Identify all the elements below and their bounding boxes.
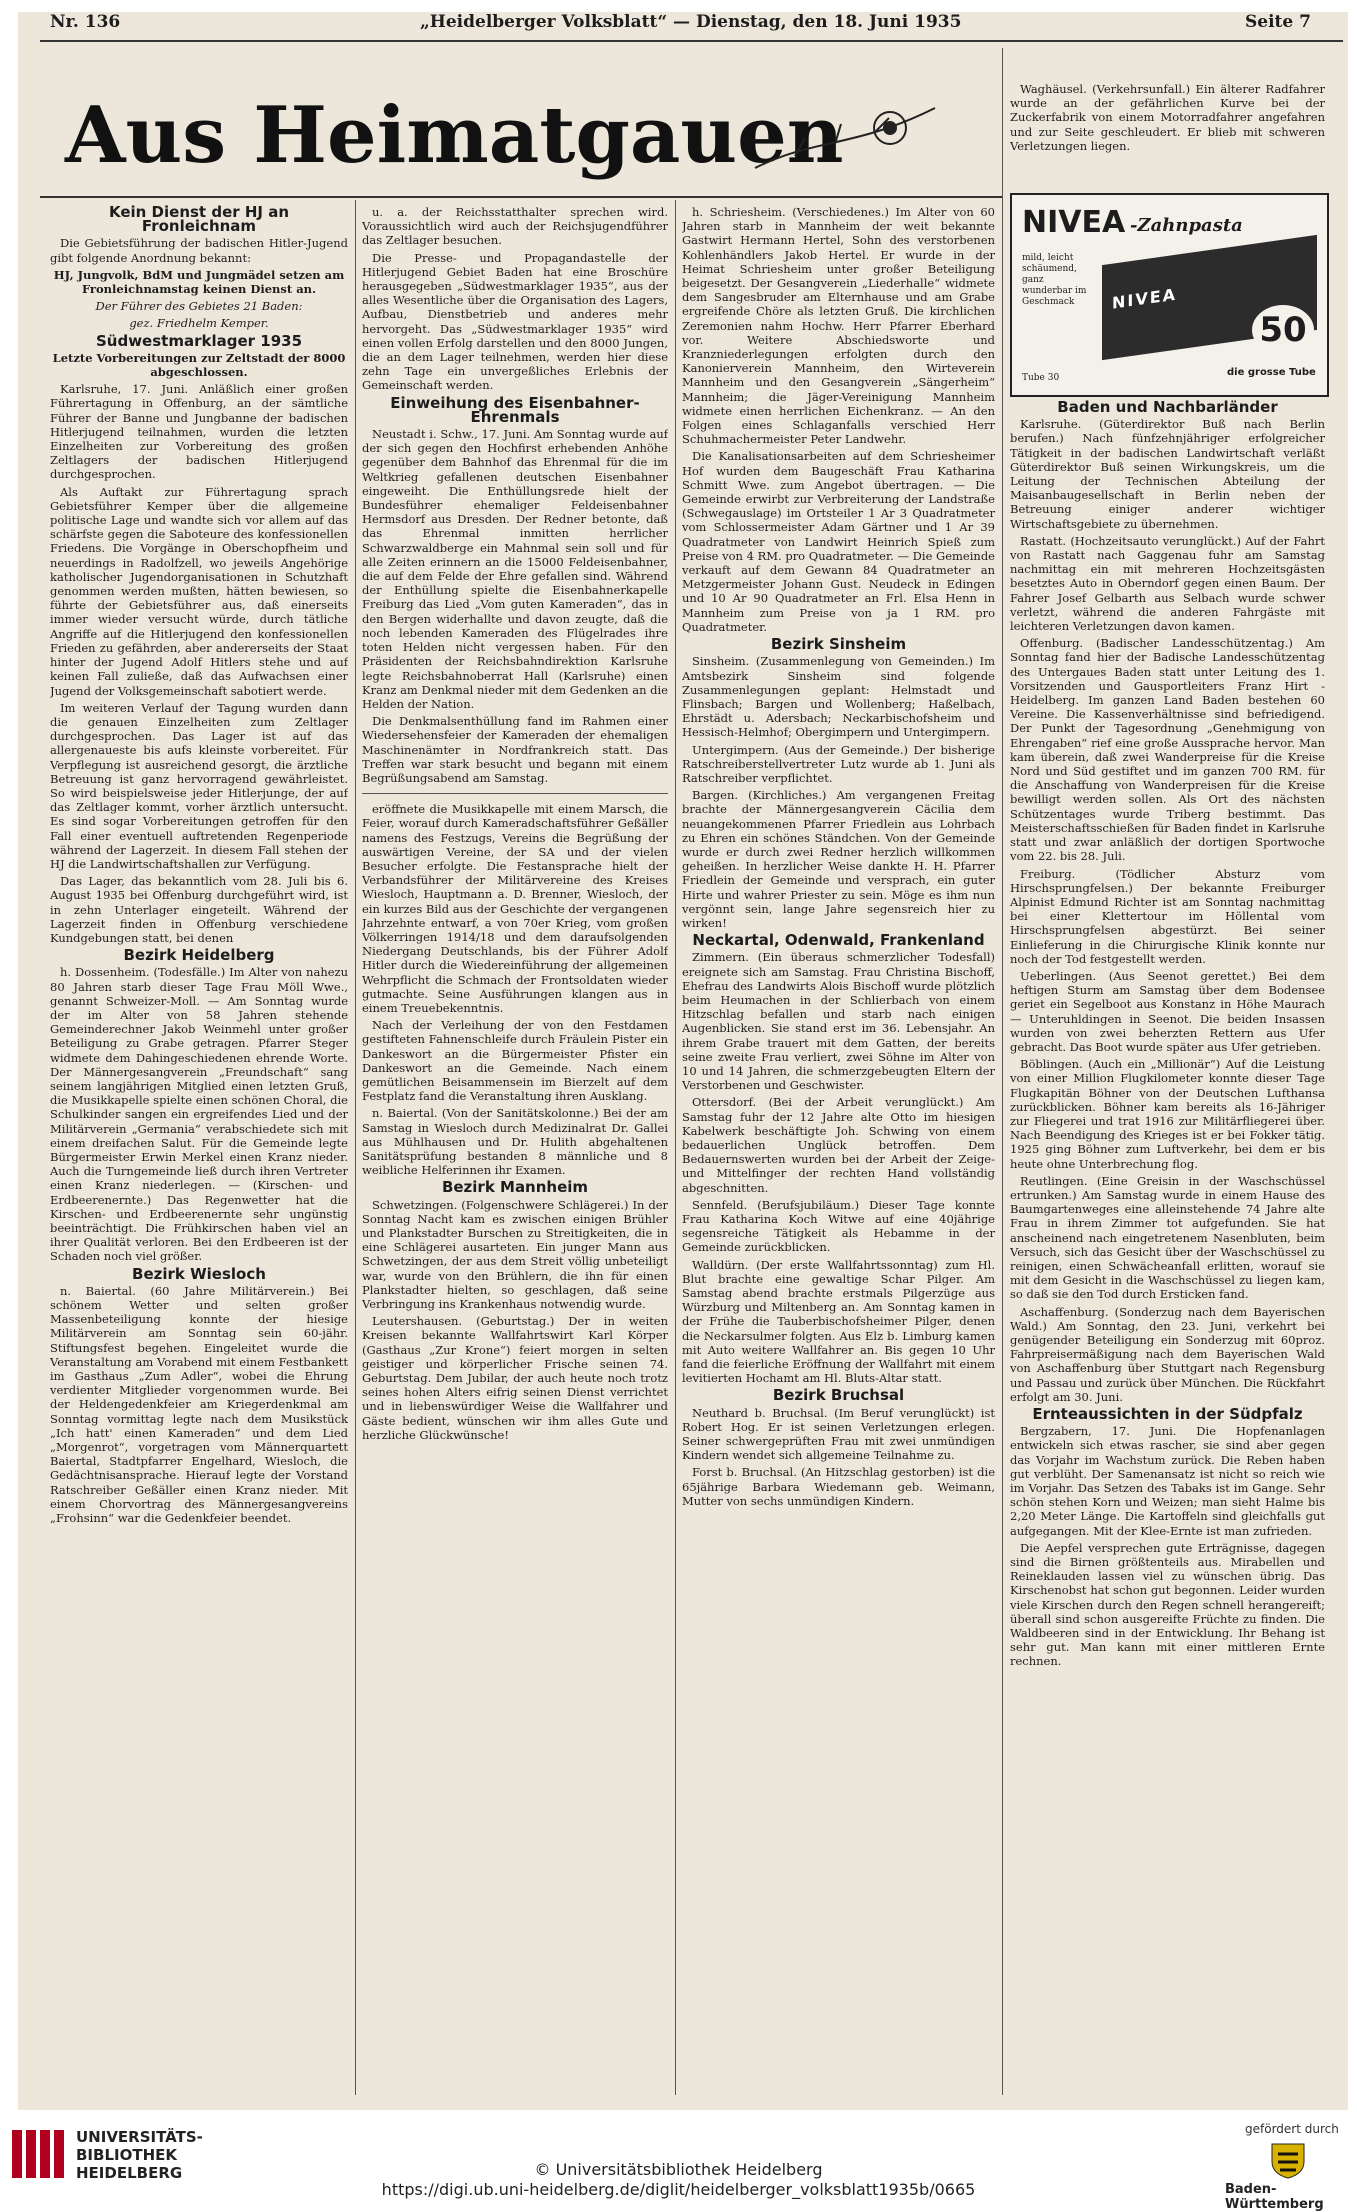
article-text: HJ, Jungvolk, BdM und Jungmädel setzen am Fronleichnamstag keinen Dienst an. bbox=[53, 267, 345, 297]
article-text: n. Baiertal. (60 Jahre Militärverein.) Bei schönem Wetter und selten großer Massenbeteiligung konnte der hiesige Militärverein am Sonntag sein 60-jähr. Stiftungsfest begehen. Eingeleitet wurde die Veranstaltung am Vorabend mit einem Festbankett im Gasthaus „Zum Adler“, wobei die Ehrung verdienter Mitglieder vorgenommen wurde. Bei der Heldengedenkfeier am Kriegerdenkmal am Sonntag vormittag legte nach dem Musikstück „Ich hatt' einen Kameraden“ und dem Lied „Morgenrot“, vorgetragen vom Männerquartett Baiertal, Stadtpfarrer Engelhard, Wiesloch, die Gedächtnisansprache. Hierauf legte der Vorstand Ratschreiber Geßäller einen Kranz nieder. Mit einem Chorvortrag des Männergesangvereins „Frohsinn“ war die Gedenkfeier beendet. bbox=[50, 1283, 348, 1526]
tube-label: NIVEA bbox=[1112, 284, 1178, 313]
newspaper-title: „Heidelberger Volksblatt“ — Dienstag, den 18. Juni 1935 bbox=[420, 12, 962, 32]
article-text: Zimmern. (Ein überaus schmerzlicher Todesfall) ereignete sich am Samstag. Frau Christina Bischoff, Ehefrau des Landwirts Alois Bischoff wurde plötzlich beim Heumachen in der Schlierbach von einem Hitzschlag befallen und starb nach einigen Augenblicken. Sie stand erst im 36. Lebensjahr. An ihrem Grabe trauert mit dem Gatten, der bereits seine zweite Frau verliert, zwei Söhne im Alter von 10 und 14 Jahren, die schmerzgebeugten Eltern der Verstorbenen und Geschwister. bbox=[682, 950, 995, 1093]
ad-size: die grosse Tube bbox=[1227, 367, 1316, 378]
article-text: Neustadt i. Schw., 17. Juni. Am Sonntag wurde auf der sich gegen den Hochfirst erhebenden Anhöhe gegenüber dem Bahnhof das Ehrenmal für die im Weltkrieg gefallenen deutschen Eisenbahner eingeweiht. Die Enthüllungsrede hielt der Bundesführer ehemaliger Feldeisenbahner Hermsdorf aus Dresden. Der Redner betonte, daß das Ehrenmal inmitten herrlicher Schwarzwaldberge ein Mahnmal sein soll und für alle Zeiten erinnern an die 15000 Feldeisenbahner, die auf dem Felde der Ehre gefallen sind. Während der Enthüllung spielte die Eisenbahnerkapelle Freiburg das Lied „Vom guten Kameraden“, das in den Bergen widerhallte und davon zeugte, daß die noch lebenden Kameraden des Flügelrades ihre toten Helden nicht vergessen haben. Für den Präsidenten der Reichsbahndirektion Karlsruhe legte Reichsbahnoberrat Hall (Karlsruhe) einen Kranz am Denkmal nieder mit dem Gedenken an die Helden der Nation. bbox=[362, 427, 668, 711]
article-text: Offenburg. (Badischer Landesschützentag.) Am Sonntag fand hier der Badische Landesschützentag des Untergaues Baden statt unter Leitung des 1. Vorsitzenden und Gausportleiters Franz Hirt - Heidelberg. Im ganzen Land Baden bestehen 60 Vereine. Die Kassenverhältnisse sind befriedigend. Der Punkt der Tagesordnung „Genehmigung von Ehrengaben“ rief eine große Aussprache hervor. Man kam überein, daß zwei Wanderpreise für die Kreise Nord und Süd gestiftet und im ganzen 700 RM. für die Anschaffung von Wanderpreisen für die Kreise bewilligt werden sollen. Als Ort des nächsten Schützentages wurde Triberg bestimmt. Das Meisterschaftsschießen für Baden findet in Karlsruhe statt und zwar anläßlich der dortigen Sportwoche vom 22. bis 28. Juli. bbox=[1010, 636, 1325, 864]
headline-bezirk-heidelberg: Bezirk Heidelberg bbox=[123, 946, 275, 965]
article-text: Rastatt. (Hochzeitsauto verunglückt.) Auf der Fahrt von Rastatt nach Gaggenau fuhr am Samstag nachmittag ein mit mehreren Hochzeitsgästen besetztes Auto in Oberndorf gegen einen Baum. Der Fahrer Josef Gelbarth aus Selbach wurde schwer verletzt, während die anderen Fahrgäste mit leichteren Verletzungen davon kamen. bbox=[1010, 533, 1325, 634]
headline-bezirk-mannheim: Bezirk Mannheim bbox=[441, 1178, 589, 1197]
ad-price: 50 bbox=[1252, 305, 1314, 355]
article-text: Ueberlingen. (Aus Seenot gerettet.) Bei dem heftigen Sturm am Samstag über dem Bodensee geriet ein Segelboot aus Konstanz in Höhe Maurach — Unteruhldingen in Seenot. Die beiden Insassen wurden von zwei beherzten Rettern aus Ufer gebracht. Das Boot wurde später aus Ufer getrieben. bbox=[1010, 968, 1325, 1054]
state-crest-icon bbox=[1258, 2140, 1318, 2180]
headline-baden: Baden und Nachbarländer bbox=[1057, 400, 1278, 416]
article-text: Ottersdorf. (Bei der Arbeit verunglückt.) Am Samstag fuhr der 12 Jahre alte Otto im hiesigen Kabelwerk beschäftigte Joh. Schwing von einem bedauerlichen Unglück betroffen. Dem Bedauernswerten wurden bei der Arbeit der Zeige- und Mittelfinger der rechten Hand vollständig abgeschnitten. bbox=[682, 1095, 995, 1195]
headline-bezirk-wiesloch: Bezirk Wiesloch bbox=[132, 1264, 266, 1283]
column-1 bbox=[50, 205, 348, 2095]
article-text: Die Kanalisationsarbeiten auf dem Schriesheimer Hof wurden dem Baugeschäft Frau Katharina Schmitt Wwe. zum Angebot übertragen. — Die Gemeinde erwirbt zur Verbreiterung der Landstraße (Schwegauslage) im Ortsteiler 1 Ar 3 Quadratmeter vom Schlossermeister Adam Gärtner und 1 Ar 39 Quadratmeter von Landwirt Heinrich Spieß zum Preise von 4 RM. pro Quadratmeter. — Die Gemeinde verkauft auf dem Gewann 84 Quadratmeter an Metzgermeister Johann Gust. Neudeck in Edingen und 10 Ar 90 Quadratmeter an Frl. Elsa Henn in Mannheim zum Preise von ja 1 RM. pro Quadratmeter. bbox=[682, 449, 995, 634]
article-text: Forst b. Bruchsal. (An Hitzschlag gestorben) ist die 65jährige Barbara Wiedemann geb. Weimann, Mutter von sechs unmündigen Kindern. bbox=[682, 1465, 995, 1508]
nivea-advertisement bbox=[1010, 193, 1329, 397]
article-text: Böblingen. (Auch ein „Millionär“) Auf die Leistung von einer Million Flugkilometer konnte dieser Tage Flugkapitän Böhner von der Deutschen Lufthansa zurückblicken. Böhner kam bereits als 16-Jähriger zur Fliegerei und trat 1916 zur Militärfliegerei über. Nach Beendigung des Krieges ist er bei Fokker tätig. 1925 ging Böhner zum Luftverkehr, bei dem er bis heute ohne Unterbrechung flog. bbox=[1010, 1057, 1325, 1171]
article-text: Als Auftakt zur Führertagung sprach Gebietsführer Kemper über die allgemeine politische Lage und wandte sich vor allem auf das schärfste gegen die Saboteure des konfessionellen Friedens. Die Vorgänge in Oberschopfheim und neuerdings in Radolfzell, wo jeweils Angehörige katholischer Jugendorganisationen in Schutzhaft genommen werden mußten, hätten bewiesen, so führte der Gebietsführer aus, daß einerseits immer wieder versucht würde, durch tätliche Angriffe auf die Hitlerjugend den konfessionellen Frieden zu gefährden, aber andererseits der Staat hinter der Jugend Adolf Hitlers stehe und auf keinen Fall zuließe, daß das Aufwachsen einer Jugend der Volksgemeinschaft sabotiert werde. bbox=[50, 484, 348, 698]
column-divider-2 bbox=[675, 200, 676, 2095]
article-text: Sinsheim. (Zusammenlegung von Gemeinden.) Im Amtsbezirk Sinsheim sind folgende Zusammenlegungen geplant: Helmstadt und Flinsbach; Bargen und Wollenberg; Haßelbach, Ehrstädt u. Adersbach; Neckarbischofsheim und Hessisch-Helmhof; Obergimpern und Untergimpern. bbox=[682, 654, 995, 740]
library-footer bbox=[0, 2110, 1357, 2212]
article-text: Aschaffenburg. (Sonderzug nach dem Bayerischen Wald.) Am Sonntag, den 23. Juni, verkehrt bei genügender Beteiligung ein Sonderzug mit 60proz. Fahrpreisermäßigung nach dem Bayerischen Wald von Aschaffenburg über Stuttgart nach Regensburg und Passau und zurück über München. Die Rückfahrt erfolgt am 30. Juni. bbox=[1010, 1304, 1325, 1404]
headline-bezirk-sinsheim: Bezirk Sinsheim bbox=[770, 635, 907, 654]
masthead-banner bbox=[55, 78, 955, 188]
article-text: n. Baiertal. (Von der Sanitätskolonne.) Bei der am Samstag in Wiesloch durch Medizinalrat Dr. Gallei aus Mühlhausen und Dr. Hulith abgehaltenen Sanitätsprüfung bestanden 8 männliche und 8 weibliche Helferinnen ihr Examen. bbox=[362, 1106, 668, 1178]
headline-hj: Kein Dienst der HJ an Fronleichnam bbox=[108, 205, 290, 236]
article-text: eröffnete die Musikkapelle mit einem Marsch, die Feier, worauf durch Kameradschaftsführer Geßäller namens des Festzugs, Vereins die Begrüßung der auswärtigen Vereine, der SA und der vielen Besucher erfolgte. Die Festansprache hielt der Verbandsführer der Militärvereine des Kreises Wiesloch, Hauptmann a. D. Brenner, Wiesloch, der ein kurzes Bild aus der Geschichte der vergangenen Jahrzehnte entwarf, a von 70er Krieg, vom großen Völkerringen 1914/18 und dem daraufsolgenden Niedergang Deutschlands, bis der Führer Adolf Hitler durch die Wiedereinführung der allgemeinen Wehrpflicht die Schmach der Frontsoldaten wieder gutmachte. Seine Ausführungen klangen aus in einem Treuebekenntnis. bbox=[362, 802, 668, 1015]
headline-bezirk-bruchsal: Bezirk Bruchsal bbox=[772, 1386, 905, 1405]
issue-number: Nr. 136 bbox=[50, 12, 121, 32]
column-4 bbox=[1010, 400, 1325, 2095]
masthead bbox=[55, 78, 955, 188]
state-name: Baden-Württemberg bbox=[1225, 2182, 1324, 2212]
article-text: Neuthard b. Bruchsal. (Im Beruf verunglückt) ist Robert Hog. Er ist seinen Verletzungen erlegen. Seiner schwergeprüften Frau mit zwei unmündigen Kindern wendet sich allgemeine Teilnahme zu. bbox=[682, 1405, 995, 1463]
article-text: Sennfeld. (Berufsjubiläum.) Dieser Tage konnte Frau Katharina Koch Witwe auf eine 40jährige segensreiche Tätigkeit als Hebamme in der Gemeinde zurückblicken. bbox=[682, 1197, 995, 1255]
headline-eisenbahner: Einweihung des Eisenbahner-Ehrenmals bbox=[390, 393, 640, 426]
article-text: u. a. der Reichsstatthalter sprechen wird. Voraussichtlich wird auch der Reichsjugendführer das Zeltlager besuchen. bbox=[362, 205, 668, 248]
article-text: Die Denkmalsenthüllung fand im Rahmen einer Wiedersehensfeier der Kameraden der ehemaligen Maschinenämter in Nordfrankreich statt. Das Treffen war stark besucht und begann mit einem Begrüßungsabend am Samstag. bbox=[362, 714, 668, 785]
article-text: Reutlingen. (Eine Greisin in der Waschschüssel ertrunken.) Am Samstag wurde in einem Hause des Baumgartenweges eine alleinstehende 74 Jahre alte Frau in ihrem Zimmer tot aufgefunden. Sie hat anscheinend nach eingetretenem Nasenbluten, beim Versuch, sich das Gesicht über der Waschschüssel zu reinigen, einen Schwächeanfall erlitten, worauf sie mit dem Gesicht in die Waschschüssel zu liegen kam, so daß sie den Tod durch Ersticken fand. bbox=[1010, 1173, 1325, 1302]
article-text: Untergimpern. (Aus der Gemeinde.) Der bisherige Ratschreiberstellvertreter Lutz wurde ab 1. Juni als Ratschreiber verpflichtet. bbox=[682, 742, 995, 785]
column-2 bbox=[362, 205, 668, 2095]
headline-suedpfalz: Ernteaussichten in der Südpfalz bbox=[1032, 1405, 1303, 1424]
article-text: Schwetzingen. (Folgenschwere Schlägerei.) In der Sonntag Nacht kam es zwischen einigen Brühler und Plankstadter Burschen zu Streitigkeiten, die in eine Schlägerei ausarteten. Ein junger Mann aus Schwetzingen, der aus dem Streit völlig unbeteiligt war, wurde von den Brühlern, die ihn für einen Plankstadter hielten, so geschlagen, daß seine Verbringung ins Krankenhaus notwendig wurde. bbox=[362, 1197, 668, 1312]
article-text: h. Schriesheim. (Verschiedenes.) Im Alter von 60 Jahren starb in Mannheim der weit bekannte Gastwirt Hermann Hertel, Sohn des verstorbenen Kohlenhändlers Jakob Hertel. Er wurde in der Heimat Schriesheim unter großer Beteiligung beigesetzt. Der Gesangverein „Liederhalle“ widmete dem Sangesbruder am Elternhause und am Grabe ergreifende Chöre als letzten Gruß. Die kirchlichen Zeremonien nahm Hochw. Herr Pfarrer Eberhard vor. Weitere Abschiedsworte und Kranzniederlegungen erfolgten durch den Kanonierverein Mannheim, den Wirteverein Mannheim und den Gesangverein „Sängerheim“ Mannheim; die Jäger-Vereinigung Mannheim widmete einen herrlichen Eichenkranz. — An den Folgen eines Schlaganfalls verschied Herr Schuhmachermeister Peter Landwehr. bbox=[682, 205, 995, 447]
subheadline: Letzte Vorbereitungen zur Zeltstadt der 8000 abgeschlossen. bbox=[52, 350, 346, 380]
article-text: Nach der Verleihung der von den Festdamen gestifteten Fahnenschleife durch Fräulein Pister ein Dankeswort an die Bürgermeister Pfister ein Dankeswort an die Gemeinde. Nach einem gemütlichen Beisammensein im Bierzelt auf dem Festplatz fand die Veranstaltung ihren Ausklang. bbox=[362, 1018, 668, 1104]
column-3 bbox=[682, 205, 995, 2095]
article-text: Die Gebietsführung der badischen Hitler-Jugend gibt folgende Anordnung bekannt: bbox=[50, 236, 348, 265]
column-divider-1 bbox=[355, 200, 356, 2095]
article-text: Bargen. (Kirchliches.) Am vergangenen Freitag brachte der Männergesangverein Cäcilia dem neuangekommenen Pfarrer Friedlein aus Lohrbach zu Ehren ein schönes Ständchen. Von der Gemeinde wurde er durch zwei Redner herzlich willkommen geheißen. In herzlicher Weise dankte H. H. Pfarrer Friedlein der Gemeinde und versprach, ein guter Hirte und wahrer Priester zu sein. Möge es ihm nun vergönnt sein, lange Jahre segensreich hier zu wirken! bbox=[682, 788, 995, 930]
ad-product: -Zahnpasta bbox=[1130, 215, 1243, 236]
library-name-line2: BIBLIOTHEK bbox=[76, 2146, 177, 2164]
copyright: © Universitätsbibliothek Heidelberg bbox=[534, 2160, 823, 2179]
section-rule bbox=[362, 793, 668, 794]
library-name-line1: UNIVERSITÄTS- bbox=[76, 2128, 203, 2146]
signature: gez. Friedhelm Kemper. bbox=[129, 316, 269, 331]
permalink[interactable]: https://digi.ub.uni-heidelberg.de/diglit/heidelberger_volksblatt1935b/0665 bbox=[381, 2180, 976, 2199]
headline-neckartal: Neckartal, Odenwald, Frankenland bbox=[692, 931, 985, 950]
library-name-line3: HEIDELBERG bbox=[76, 2164, 183, 2182]
ad-brand: NIVEA bbox=[1022, 205, 1126, 240]
article-text: Waghäusel. (Verkehrsunfall.) Ein älterer Radfahrer wurde an der gefährlichen Kurve bei der Zuckerfabrik von einem Motorradfahrer angefahren und zur Seite geschleudert. Er blieb mit schweren Verletzungen liegen. bbox=[1010, 82, 1325, 153]
headline-suedwestmarklager: Südwestmarklager 1935 bbox=[95, 331, 302, 350]
article-text: Freiburg. (Tödlicher Absturz vom Hirschsprungfelsen.) Der bekannte Freiburger Alpinist Edmund Richter ist am Sonntag nachmittag bei einer Klettertour im Höllental vom Hirschsprungfelsen abgestürzt. Bei seiner Einlieferung in die Chirurgische Klinik konnte nur noch der Tod festgestellt werden. bbox=[1010, 866, 1325, 966]
ad-text: mild, leicht schäumend, ganz wunderbar im Geschmack bbox=[1022, 253, 1087, 307]
article-text: Das Lager, das bekanntlich vom 28. Juli bis 6. August 1935 bei Offenburg durchgeführt wird, ist in zehn Unterlager eingeteilt. Während der Lagerzeit finden in Offenburg verschiedene Kundgebungen statt, bei denen bbox=[50, 874, 348, 945]
article-text: Karlsruhe, 17. Juni. Anläßlich einer großen Führertagung in Offenburg, an der sämtliche Führer der Banne und Jungbanne der badischen Hitlerjugend teilnahmen, wurden die letzten Einzelheiten zur Vorbereitung des großen Zeltlagers der badischen Hitlerjugend durchgesprochen. bbox=[50, 382, 348, 482]
masthead-rule bbox=[40, 196, 1002, 198]
article-text: Karlsruhe. (Güterdirektor Buß nach Berlin berufen.) Nach fünfzehnjähriger erfolgreicher Tätigkeit in der badischen Landwirtschaft verläßt Güterdirektor Buß seinen Wirkungskreis, um die Leitung der Technischen Abteilung der Maisanbaugesellschaft in Berlin neben der Betreuung einiger anderer wichtiger Wirtschaftsgebiete zu übernehmen. bbox=[1010, 417, 1325, 531]
article-text: h. Dossenheim. (Todesfälle.) Im Alter von nahezu 80 Jahren starb dieser Tage Frau Möll Wwe., genannt Schweizer-Moll. — Am Sonntag wurde der im Alter von 58 Jahren stehende Gemeinderechner Jakob Weinmehl unter großer Beteiligung zu Grabe getragen. Pfarrer Steger widmete dem Dahingeschiedenen ehrende Worte. Der Männergesangverein „Freundschaft“ sang seinem langjährigen Mitglied einen letzten Gruß, die Musikkapelle spielte einen schönen Choral, die Schulkinder sangen ein ergreifendes Lied und der Militärverein „Germania“ verabschiedete sich mit einem dreifachen Salut. Für die Gemeinde legte Bürgermeister Erwin Merkel einen Kranz nieder. Auch die Turngemeinde ließ durch ihren Vertreter einen Kranz niederlegen. — (Kirschen- und Erdbeerenernte.) Das Regenwetter hat die Kirschen- und Erdbeerenernte sehr ungünstig beeinträchtigt. Die Frühkirschen haben viel an ihrer Qualität verloren. Bei den Erdbeeren ist der Schaden noch viel größer. bbox=[50, 965, 348, 1264]
column-4-top bbox=[1010, 82, 1325, 190]
header-rule bbox=[40, 40, 1343, 42]
article-text: Die Aepfel versprechen gute Erträgnisse, dagegen sind die Birnen größtenteils aus. Mirabellen und Reineklauden lassen viel zu wünschen übrig. Das Kirschenobst hat schon gut begonnen. Leider wurden viele Kirschen durch den Regen schnell herangereift; überall sind schon ausgereifte Früchte zu finden. Die Waldbeeren sind in der Entwicklung. Ihr Behang ist sehr gut. Man kann mit einer mittleren Ernte rechnen. bbox=[1010, 1540, 1325, 1669]
page-number: Seite 7 bbox=[1245, 12, 1311, 32]
signature: Der Führer des Gebietes 21 Baden: bbox=[95, 299, 303, 314]
article-text: Leutershausen. (Geburtstag.) Der in weiten Kreisen bekannte Wallfahrtswirt Karl Körper (Gasthaus „Zur Krone“) feiert morgen in selten geistiger und körperlicher Frische seinen 74. Geburtstag. Dem Jubilar, der auch heute noch trotz seines hohen Alters eifrig seinen Dienst verrichtet und in liebenswürdiger Weise die Wallfahrer und Gäste bedient, wünschen wir ihm alles Gute und herzliche Glückwünsche! bbox=[362, 1314, 668, 1442]
article-text: Die Presse- und Propagandastelle der Hitlerjugend Gebiet Baden hat eine Broschüre herausgegeben „Südwestmarklager 1935“, aus der alles Wesentliche über die Organisation des Lagers, Aufbau, Dienstbetrieb und anderes mehr hervorgeht. Das „Südwestmarklager 1935“ wird einen vollen Erfolg darstellen und den 8000 Jungen, die an dem Lager teilnehmen, werden hier diese zehn Tage ein unvergeßliches Erlebnis der Gemeinschaft werden. bbox=[362, 250, 668, 393]
column-divider-3 bbox=[1002, 48, 1003, 2095]
masthead-title: Aus Heimatgauen bbox=[65, 90, 844, 181]
article-text: Walldürn. (Der erste Wallfahrtssonntag) zum Hl. Blut brachte eine gewaltige Schar Pilger. Am Samstag abend brachte erstmals Pilgerzüge aus Würzburg und Miltenberg an. Am Sonntag kamen in der Frühe die Tauberbischofsheimer Pilger, denen die Neckarsulmer folgten. Aus Elz b. Limburg kamen mit Auto weitere Wallfahrer an. Bis gegen 10 Uhr fand die feierliche Eröffnung der Wallfahrt mit einem levitierten Hochamt am Hl. Bluts-Altar statt. bbox=[682, 1257, 995, 1386]
ad-small: Tube 30 bbox=[1022, 373, 1060, 383]
funded-by: gefördert durch bbox=[1245, 2122, 1339, 2136]
article-text: Bergzabern, 17. Juni. Die Hopfenanlagen entwickeln sich etwas rascher, sie sind aber gegen das Vorjahr im Wachstum zurück. Die Reben haben gut verblüht. Der Samenansatz ist nicht so reich wie im Vorjahr. Das Setzen des Tabaks ist im Gange. Sehr schön stehen Korn und Weizen; man sieht Halme bis 2,20 Meter Länge. Die Kartoffeln sind gleichfalls gut aufgegangen. Mit der Klee-Ernte ist man zufrieden. bbox=[1010, 1424, 1325, 1538]
article-text: Im weiteren Verlauf der Tagung wurden dann die genauen Einzelheiten zum Zeltlager durchgesprochen. Das Lager ist auf das allergenaueste bis aufs kleinste vorbereitet. Für Verpflegung ist ausreichend gesorgt, die ärztliche Betreuung ist ganz hervorragend gewährleistet. So wird beispielsweise jeder Hitlerjunge, der auf das Zeltlager kommt, vorher ärztlich untersucht. Es sind sogar Vorbereitungen getroffen für den Fall einer eventuell auftretenden Regenperiode während der Lagerzeit. In diesem Fall stehen der HJ die Landwirtschaftshallen zur Verfügung. bbox=[50, 700, 348, 871]
